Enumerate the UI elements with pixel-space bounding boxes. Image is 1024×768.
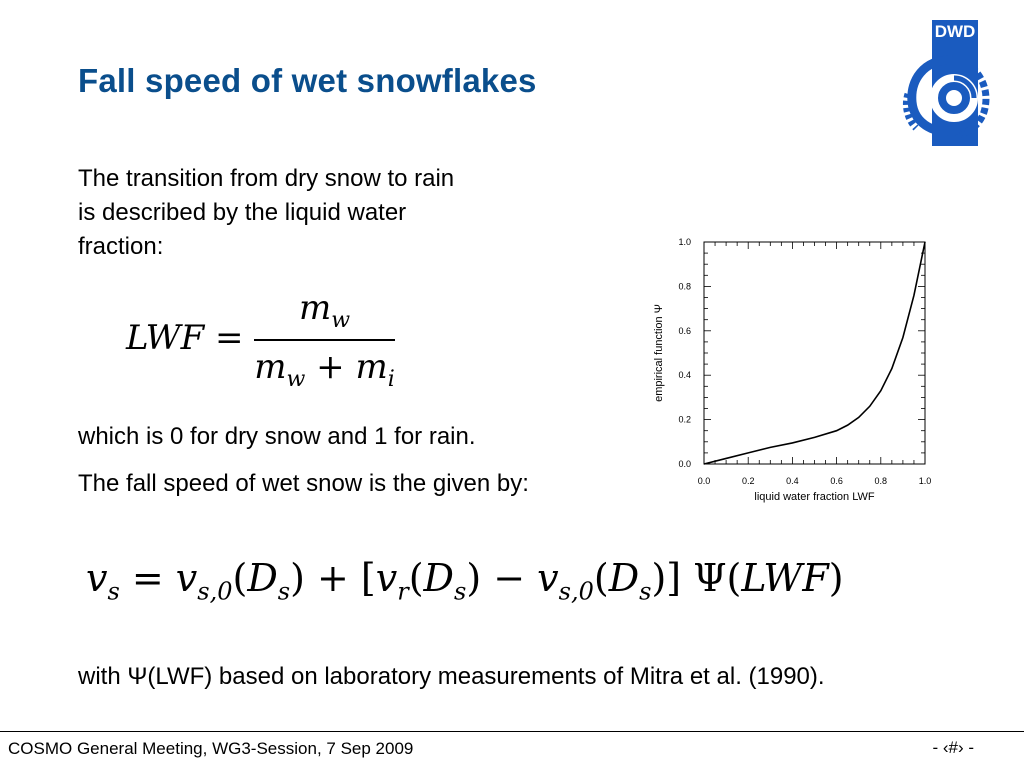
logo-text: DWD (934, 22, 976, 41)
x-tick-label: 0.4 (786, 476, 799, 486)
footer-divider (0, 731, 1024, 732)
y-tick-label: 0.6 (678, 325, 691, 336)
lwf-range-text: which is 0 for dry snow and 1 for rain. (78, 423, 476, 450)
lwf-fraction: $\frac{m_w}{m_w + m_i}$ (254, 288, 395, 392)
slide-title: Fall speed of wet snowflakes (78, 62, 537, 99)
intro-text: The transition from dry snow to rain is described by the liquid water fraction: (78, 165, 455, 260)
y-tick-label: 0.4 (678, 370, 691, 381)
lwf-equation: LWF = $\frac{m_w}{m_w + m_i}$ (126, 288, 395, 392)
psi-chart (648, 228, 948, 510)
x-tick-label: 0.0 (697, 476, 711, 486)
reference-text: with Ψ(LWF) based on laboratory measurements of Mitra et al. (1990). (78, 663, 825, 690)
y-axis-label: empirical function Ψ (653, 304, 665, 402)
x-tick-label: 0.8 (874, 476, 888, 486)
x-tick-label: 0.6 (830, 476, 843, 486)
y-tick-label: 1.0 (678, 237, 691, 247)
fall-speed-intro-text: The fall speed of wet snow is the given by: (78, 470, 529, 497)
y-tick-label: 0.0 (678, 459, 691, 469)
psi-curve (704, 242, 925, 464)
dwd-logo (896, 20, 996, 146)
y-tick-label: 0.2 (678, 414, 691, 425)
x-tick-label: 0.2 (741, 476, 755, 486)
plot-frame (704, 242, 925, 464)
x-axis-label: liquid water fraction LWF (754, 491, 875, 503)
x-tick-label: 1.0 (918, 476, 932, 486)
footer-text: COSMO General Meeting, WG3-Session, 7 Sep 2009 (8, 739, 414, 758)
y-tick-label: 0.8 (678, 281, 691, 292)
fall-speed-equation: $v_s = v_{s,0}(D_s) + [v_r(D_s) - v_{s,0}(D_s)]$ Ψ(LWF) (86, 556, 844, 606)
page-number: - ‹#› - (932, 738, 974, 757)
